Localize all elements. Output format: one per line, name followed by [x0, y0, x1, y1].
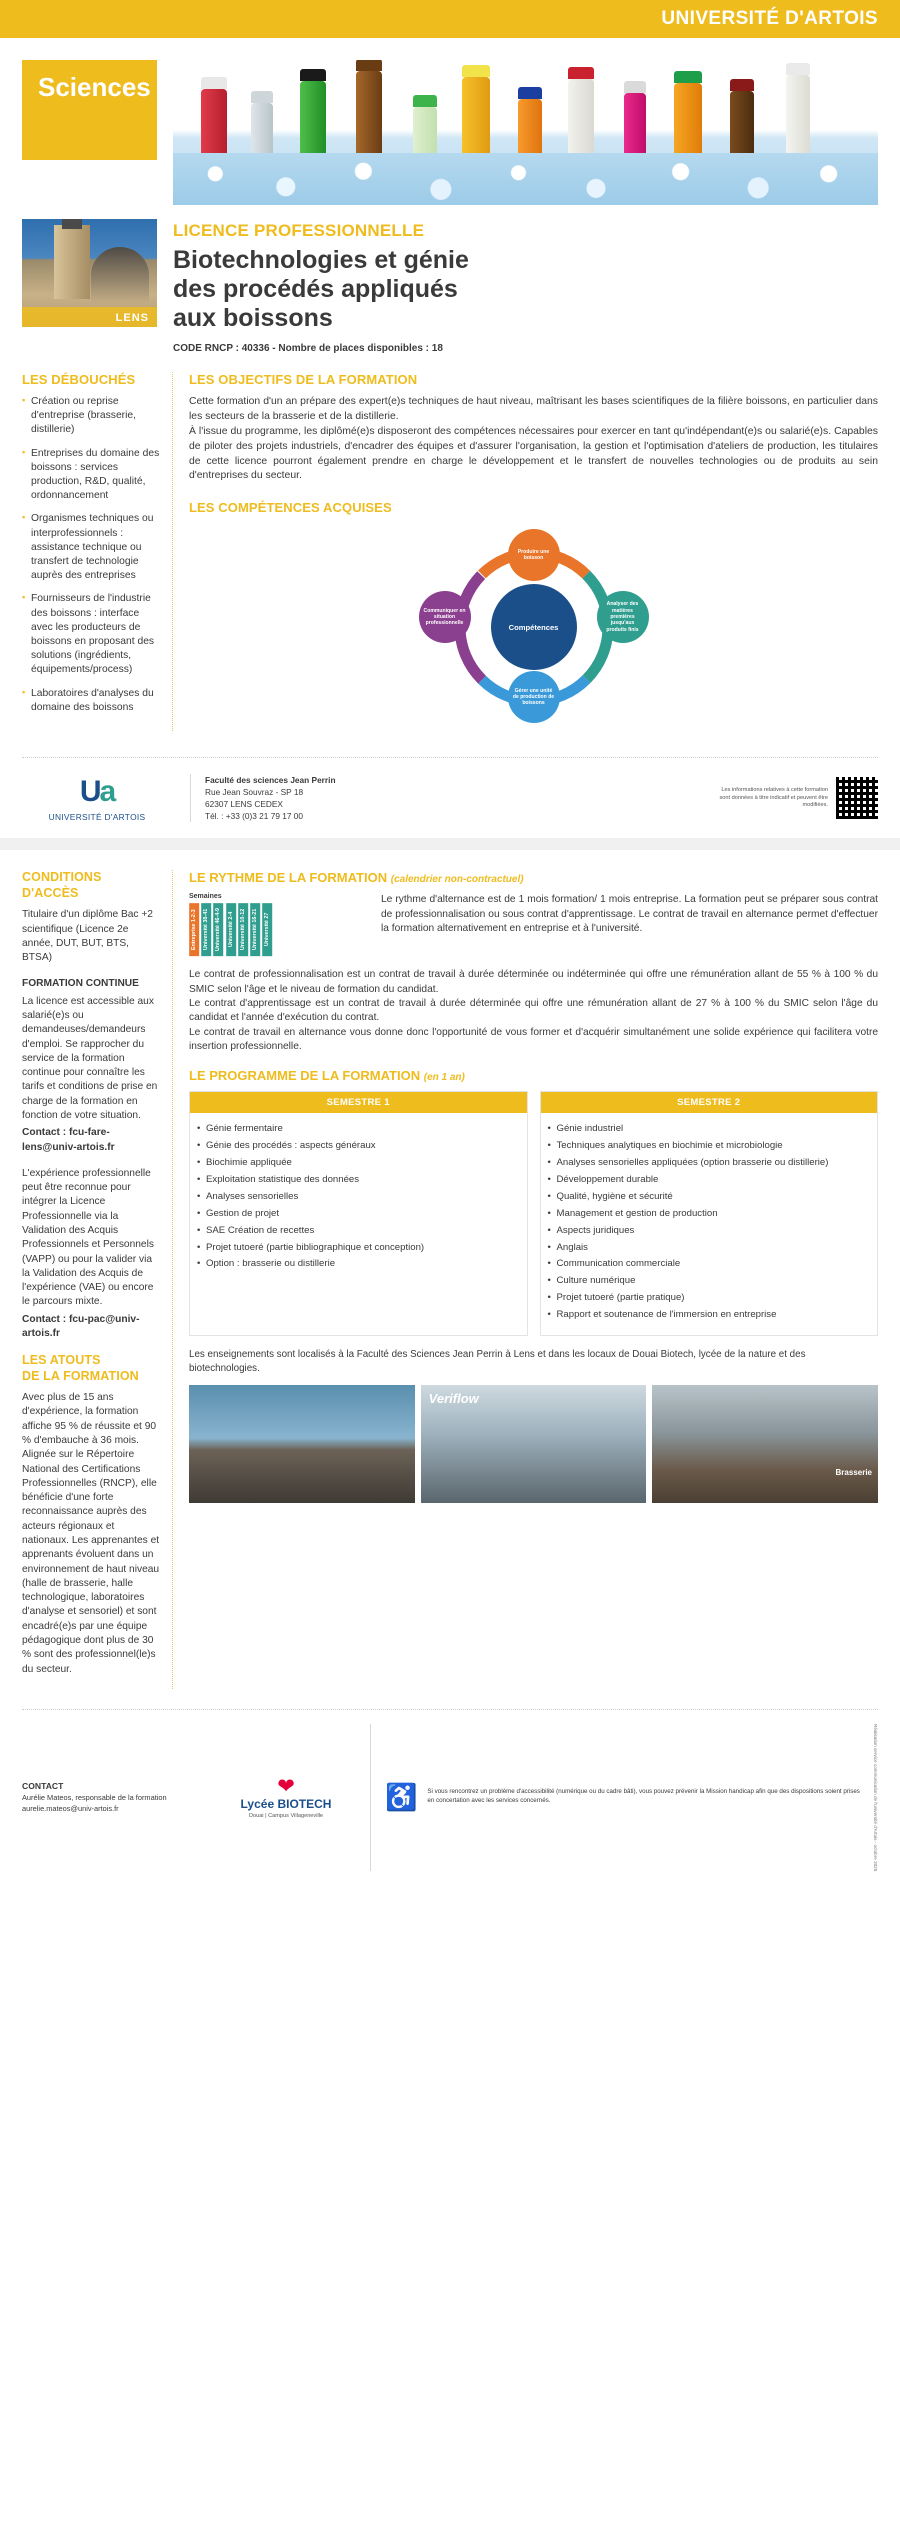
photo-strip [189, 1385, 878, 1503]
university-logo [22, 775, 172, 822]
week-chip: Université 16-21 [250, 903, 260, 956]
qr-code-icon[interactable] [836, 777, 878, 819]
faculty-badge: Sciences [22, 60, 157, 160]
programme-note: Les enseignements sont localisés à la Faculté des Sciences Jean Perrin à Lens et dans les locaux de Douai Biotech, lycée de la nature et des biotechnologies. [189, 1349, 806, 1374]
address-line: Rue Jean Souvraz - SP 18 [205, 787, 304, 798]
conditions-heading-2: D'ACCÈS [22, 886, 79, 901]
course-item: • Gestion de projet [206, 1207, 517, 1221]
footer-band-1 [22, 757, 878, 838]
page-title-line3: aux boissons [173, 304, 333, 332]
list-item: ▪ Fournisseurs de l'industrie des boissons : interface avec les producteurs de boissons en proposant des solutions (ingrédients, équipements/process) [22, 592, 160, 677]
vap-text: L'expérience professionnelle peut être reconnue pour intégrer la Licence Professionnelle via la Validation des Acquis Professionnels et Personnels (VAPP) ou pour la valider via la Validation des Acquis de l'expérience (VAE) ou encore le parcours mixte. [22, 1167, 154, 1308]
photo-laboratoire [421, 1385, 647, 1503]
rythme-programme-column [172, 870, 878, 1689]
week-chip: Entreprise 1-2-3 [189, 903, 199, 956]
page2-body [0, 850, 900, 1689]
formation-continue-text: La licence est accessible aux salarié(e)s ou demandeuses/demandeurs d'emploi. Se rapprocher du service de la formation continue pour connaître les tarifs et conditions de prise en charge de la formation en fonction de votre situation. [22, 995, 158, 1121]
course-item: • Génie industriel [557, 1122, 868, 1136]
programme-heading [189, 1068, 878, 1083]
contact-name: Aurélie Mateos, responsable de la formation [22, 1793, 167, 1803]
semestre-1-column [189, 1091, 528, 1336]
heart-icon: ❤ [277, 1774, 295, 1798]
atouts-heading-1: LES ATOUTS [22, 1353, 101, 1368]
title-row [0, 205, 900, 354]
week-chip: Université 2-4 [226, 903, 236, 956]
competences-diagram [189, 529, 878, 725]
objectifs-heading: LES OBJECTIFS DE LA FORMATION [189, 372, 418, 387]
course-item: • Projet tutoeré (partie bibliographique et conception) [206, 1241, 517, 1255]
university-name: UNIVERSITÉ D'ARTOIS [661, 8, 878, 29]
address-line: Tél. : +33 (0)3 21 79 17 00 [205, 811, 304, 822]
course-item: • Génie des procédés : aspects généraux [206, 1139, 517, 1153]
programme-heading-note: (en 1 an) [423, 1072, 465, 1084]
course-item: • Analyses sensorielles appliquées (option brasserie ou distillerie) [557, 1156, 868, 1170]
list-item: ▪ Création ou reprise d'entreprise (brasserie, distillerie) [22, 395, 160, 438]
wheelchair-icon: ♿ [385, 1782, 418, 1813]
competence-node-communiquer: Communiquer en situation professionnelle [419, 591, 471, 643]
debouches-list [22, 395, 160, 715]
rythme-heading-note: (calendrier non-contractuel) [390, 874, 524, 886]
list-item: ▪ Organismes techniques ou interprofessionnels : assistance technique ou transfert de technologie auprès des entreprises [22, 512, 160, 583]
page-title-line1: Biotechnologies et génie [173, 246, 469, 274]
atouts-heading-2: DE LA FORMATION [22, 1369, 139, 1384]
contact-block [22, 1780, 202, 1814]
course-item: • Projet tutoeré (partie pratique) [557, 1291, 868, 1305]
hero-section [0, 38, 900, 205]
course-item: • Option : brasserie ou distillerie [206, 1257, 517, 1271]
course-item: • Qualité, hygiène et sécurité [557, 1190, 868, 1204]
ice-bed [173, 153, 878, 205]
competence-node-analyser: Analyser des matières premières jusqu'aux produits finis [597, 591, 649, 643]
lycee-sub: Douai | Campus Villageneville [248, 1812, 324, 1819]
qr-block [718, 777, 878, 819]
rythme-paragraph-3: Le contrat d'apprentissage est un contrat de travail à durée déterminée qui offre une rémunération allant de 27 % à 100 % du SMIC selon l'âge du candidat et l'année d'exécution du contrat. [189, 998, 878, 1024]
qr-note: Les informations relatives à cette formation sont données à titre indicatif et peuvent être modifiées. [719, 786, 828, 809]
faculty-address [190, 774, 700, 822]
accessibility-block [370, 1724, 878, 1871]
week-chip: Université 46-4-9 [213, 903, 223, 956]
course-item: • Techniques analytiques en biochimie et microbiologie [557, 1139, 868, 1153]
address-line: Faculté des sciences Jean Perrin [205, 775, 336, 786]
rythme-heading-text: LE RYTHME DE LA FORMATION [189, 870, 388, 886]
main-body [0, 354, 900, 731]
page-separator [0, 838, 900, 850]
week-chip: Université 38-41 [201, 903, 211, 956]
course-item: • Analyses sensorielles [206, 1190, 517, 1204]
formation-continue-contact[interactable]: Contact : fcu-fare-lens@univ-artois.fr [22, 1127, 115, 1153]
rythme-paragraph-4: Le contrat de travail en alternance vous donne donc l'opportunité de vous former et d'acquérir simultanément une solide expérience qui facilitera votre insertion professionnelle. [189, 1026, 878, 1052]
logo-mark: Ua [79, 774, 115, 808]
programme-heading-text: LE PROGRAMME DE LA FORMATION [189, 1068, 421, 1084]
formation-continue-heading: FORMATION CONTINUE [22, 978, 139, 990]
campus-label: LENS [115, 312, 149, 324]
semestre-2-column [540, 1091, 879, 1336]
credits-note: Réalisation service communication de l'université d'Artois - octobre 2025 [873, 1723, 878, 1872]
course-item: • Aspects juridiques [557, 1224, 868, 1238]
list-item: ▪ Entreprises du domaine des boissons : services production, R&D, qualité, ordonnancement [22, 447, 160, 504]
calendar-weeks [189, 903, 367, 956]
course-item: • Culture numérique [557, 1274, 868, 1288]
page-title-line2: des procédés appliqués [173, 275, 458, 303]
address-line: 62307 LENS CEDEX [205, 799, 283, 810]
week-chip: Université 10-12 [238, 903, 248, 956]
objectifs-paragraph-1: Cette formation d'un an prépare des expert(e)s techniques de haut niveau, maîtrisant les bases scientifiques de la filière boissons, en particulier dans les secteurs de la brasserie et de la distillerie. [189, 396, 878, 422]
list-item: ▪ Laboratoires d'analyses du domaine des boissons [22, 687, 160, 715]
lycee-name: Lycée BIOTECH [240, 1796, 332, 1811]
debouches-heading: LES DÉBOUCHÉS [22, 372, 136, 387]
course-item: • Biochimie appliquée [206, 1156, 517, 1170]
course-item: • Communication commerciale [557, 1257, 868, 1271]
rncp-code: CODE RNCP : 40336 - Nombre de places disponibles : 18 [173, 343, 443, 354]
semestre-1-title: SEMESTRE 1 [190, 1092, 527, 1113]
licence-kicker: LICENCE PROFESSIONNELLE [173, 221, 425, 240]
objectifs-column [172, 372, 878, 731]
course-item: • Management et gestion de production [557, 1207, 868, 1221]
competence-node-produire: Produire une boisson [508, 529, 560, 581]
objectifs-paragraph-2: À l'issue du programme, les diplômé(e)s disposeront des compétences nécessaires pour exercer en tant qu'indépendant(e)s ou salarié(e)s. Capables de piloter des projets industriels, d'encadrer des équipes et d'assurer l'organisation, la gestion et l'optimisation d'ateliers de production, les titulaires de cette licence pourront également prendre en charge le développement et le transfert de nouvelles technologies ou de produits au sein d'entreprises du secteur. [189, 425, 878, 482]
logo-name: UNIVERSITÉ D'ARTOIS [48, 811, 146, 822]
week-chip: Université 27 [262, 903, 272, 956]
programme-table [189, 1091, 878, 1336]
course-item: • SAE Création de recettes [206, 1224, 517, 1238]
competence-node-gerer: Gérer une unité de production de boissons [508, 671, 560, 723]
semaines-label: Semaines [189, 893, 222, 901]
photo-halle-brasserie [189, 1385, 415, 1503]
course-item: • Génie fermentaire [206, 1122, 517, 1136]
bottles-photo [173, 60, 878, 205]
vap-contact[interactable]: Contact : fcu-pac@univ-artois.fr [22, 1313, 140, 1339]
course-item: • Rapport et soutenance de l'immersion en entreprise [557, 1308, 868, 1322]
competence-node-center: Compétences [491, 584, 577, 670]
semestre-2-title: SEMESTRE 2 [541, 1092, 878, 1113]
lens-campus-photo [22, 219, 157, 327]
debouches-column [22, 372, 172, 731]
rythme-paragraph-1: Le rythme d'alternance est de 1 mois formation/ 1 mois entreprise. La formation peut se préparer sous contrat de professionnalisation ou sous contrat d'apprentissage. Le contrat de travail en alternance permet d'effectuer la formation alternativement en entreprise et à l'université. [381, 894, 878, 934]
accessibility-text: Si vous rencontrez un problème d'accessibilité (numérique ou du cadre bâti), vous pouvez prévenir la Mission handicap afin que des dispositions soient prises en concertation avec les services concernés. [427, 1788, 860, 1805]
rythme-heading [189, 870, 878, 885]
rythme-paragraph-2: Le contrat de professionnalisation est un contrat de travail à durée déterminée ou indéterminée qui offre une rémunération allant de 55 % à 100 % du SMIC selon l'âge et le niveau de formation du candidat. [189, 969, 878, 995]
conditions-text: Titulaire d'un diplôme Bac +2 scientifique (Licence 2e année, DUT, BUT, BTS, BTSA) [22, 909, 153, 964]
course-item: • Anglais [557, 1241, 868, 1255]
atouts-text: Avec plus de 15 ans d'expérience, la formation affiche 95 % de réussite et 90 % d'embauche à 36 mois. Alignée sur le Répertoire National des Certifications Professionnelles (RNCP), elle bénéficie d'une forte reconnaissance auprès des acteurs régionaux et nationaux. Les apprenantes et apprenants évoluent dans un environnement de haut niveau (halle de brasserie, halle technologique, laboratoires d'analyse et sensoriel) et sont encadré(e)s par une équipe pédagogique dont plus de 30 % sont des professionnel(le)s du secteur. [22, 1392, 160, 1675]
footer-band-2 [22, 1709, 878, 1889]
photo-caption: Veriflow [428, 1391, 479, 1407]
photo-facade [652, 1385, 878, 1503]
conditions-column [22, 870, 172, 1689]
contact-heading: CONTACT [22, 1781, 64, 1792]
contact-email[interactable]: aurelie.mateos@univ-artois.fr [22, 1803, 119, 1813]
photo-caption: Brasserie [835, 1468, 873, 1478]
competences-heading: LES COMPÉTENCES ACQUISES [189, 500, 392, 516]
lycee-biotech-logo [216, 1776, 356, 1819]
course-item: • Exploitation statistique des données [206, 1173, 517, 1187]
course-item: • Développement durable [557, 1173, 868, 1187]
conditions-heading-1: CONDITIONS [22, 870, 102, 885]
top-bar [0, 0, 900, 38]
